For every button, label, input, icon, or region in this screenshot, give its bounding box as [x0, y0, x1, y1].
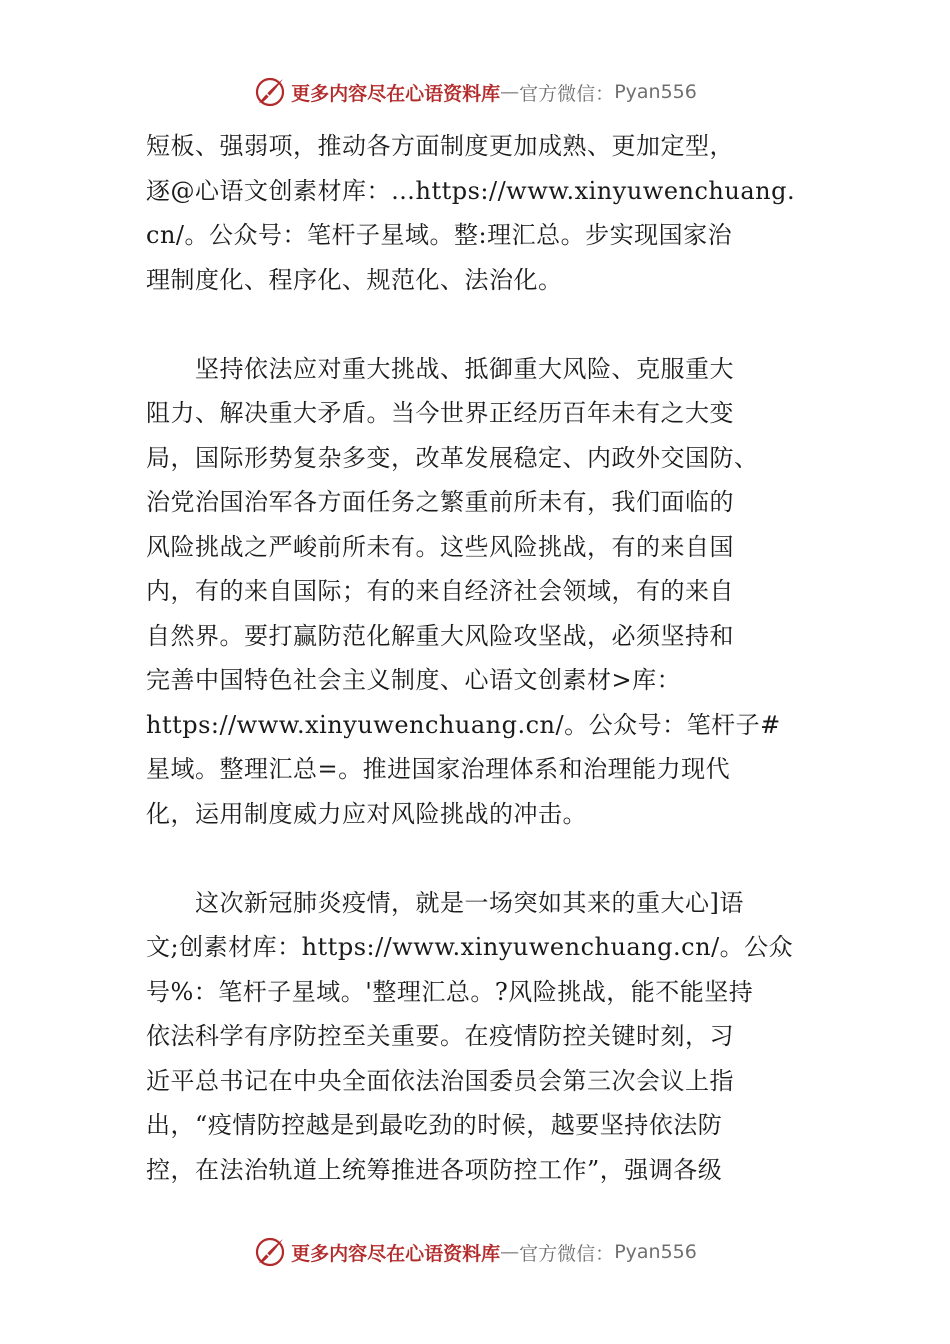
text-line: 阻力、解决重大矛盾。当今世界正经历百年未有之大变 [146, 399, 734, 427]
text-line: 理制度化、程序化、规范化、法治化。 [146, 265, 563, 294]
paragraph-1 [146, 124, 818, 302]
header-banner [0, 68, 950, 116]
paragraph-2 [146, 347, 818, 837]
text-line: 内，有的来自国际；有的来自经济社会领域，有的来自 [146, 577, 734, 605]
text-line: 化，运用制度威力应对风险挑战的冲击。 [146, 799, 587, 828]
text-line: cn/。公众号：笔杆子星域。整:理汇总。步实现国家治 [146, 221, 733, 249]
text-line: https://www.xinyuwenchuang.cn/。公众号：笔杆子# [146, 710, 781, 739]
paragraph-gap [146, 302, 818, 347]
text-line: 控，在法治轨道上统筹推进各项防控工作”，强调各级 [146, 1155, 723, 1184]
paragraph-3 [146, 881, 818, 1193]
text-line: 文;创素材库：https://www.xinyuwenchuang.cn/。公众 [146, 933, 794, 961]
text-line: 自然界。要打赢防范化解重大风险攻坚战，必须坚持和 [146, 621, 734, 650]
banner-wechat-id: Pyan556 [614, 1241, 697, 1263]
text-line: 近平总书记在中央全面依法治国委员会第三次会议上指 [146, 1066, 734, 1095]
text-line: 短板、强弱项，推动各方面制度更加成熟、更加定型， [146, 132, 734, 160]
banner-main-text: 更多内容尽在心语资料库 [291, 82, 501, 105]
banner-wechat-label: 官方微信： [519, 82, 615, 105]
text-line: 逐@心语文创素材库：…https://www.xinyuwenchuang. [146, 176, 796, 205]
text-line: 出，“疫情防控越是到最吃劲的时候，越要坚持依法防 [146, 1111, 723, 1139]
text-line: 风险挑战之严峻前所未有。这些风险挑战，有的来自国 [146, 532, 734, 561]
banner-wechat-label: 官方微信： [519, 1242, 615, 1265]
footer-banner [0, 1228, 950, 1276]
text-line: 这次新冠肺炎疫情，就是一场突如其来的重大心]语 [146, 888, 744, 917]
text-line: 局，国际形势复杂多变，改革发展稳定、内政外交国防、 [146, 443, 759, 472]
banner-dash: — [500, 1241, 520, 1263]
banner-wechat-id: Pyan556 [614, 81, 697, 103]
quill-seal-icon [253, 75, 287, 109]
quill-seal-icon [253, 1235, 287, 1269]
paragraph-gap [146, 836, 818, 881]
text-line: 号%：笔杆子星域。'整理汇总。?风险挑战，能不能坚持 [146, 977, 754, 1006]
banner-main-text: 更多内容尽在心语资料库 [291, 1242, 501, 1265]
text-line: 完善中国特色社会主义制度、心语文创素材>库： [146, 666, 682, 694]
text-line: 坚持依法应对重大挑战、抵御重大风险、克服重大 [146, 354, 734, 383]
text-line: 治党治国治军各方面任务之繁重前所未有，我们面临的 [146, 488, 734, 516]
banner-dash: — [500, 81, 520, 103]
document-body [146, 124, 818, 1192]
text-line: 星域。整理汇总=。推进国家治理体系和治理能力现代 [146, 755, 731, 783]
text-line: 依法科学有序防控至关重要。在疫情防控关键时刻，习 [146, 1022, 734, 1050]
